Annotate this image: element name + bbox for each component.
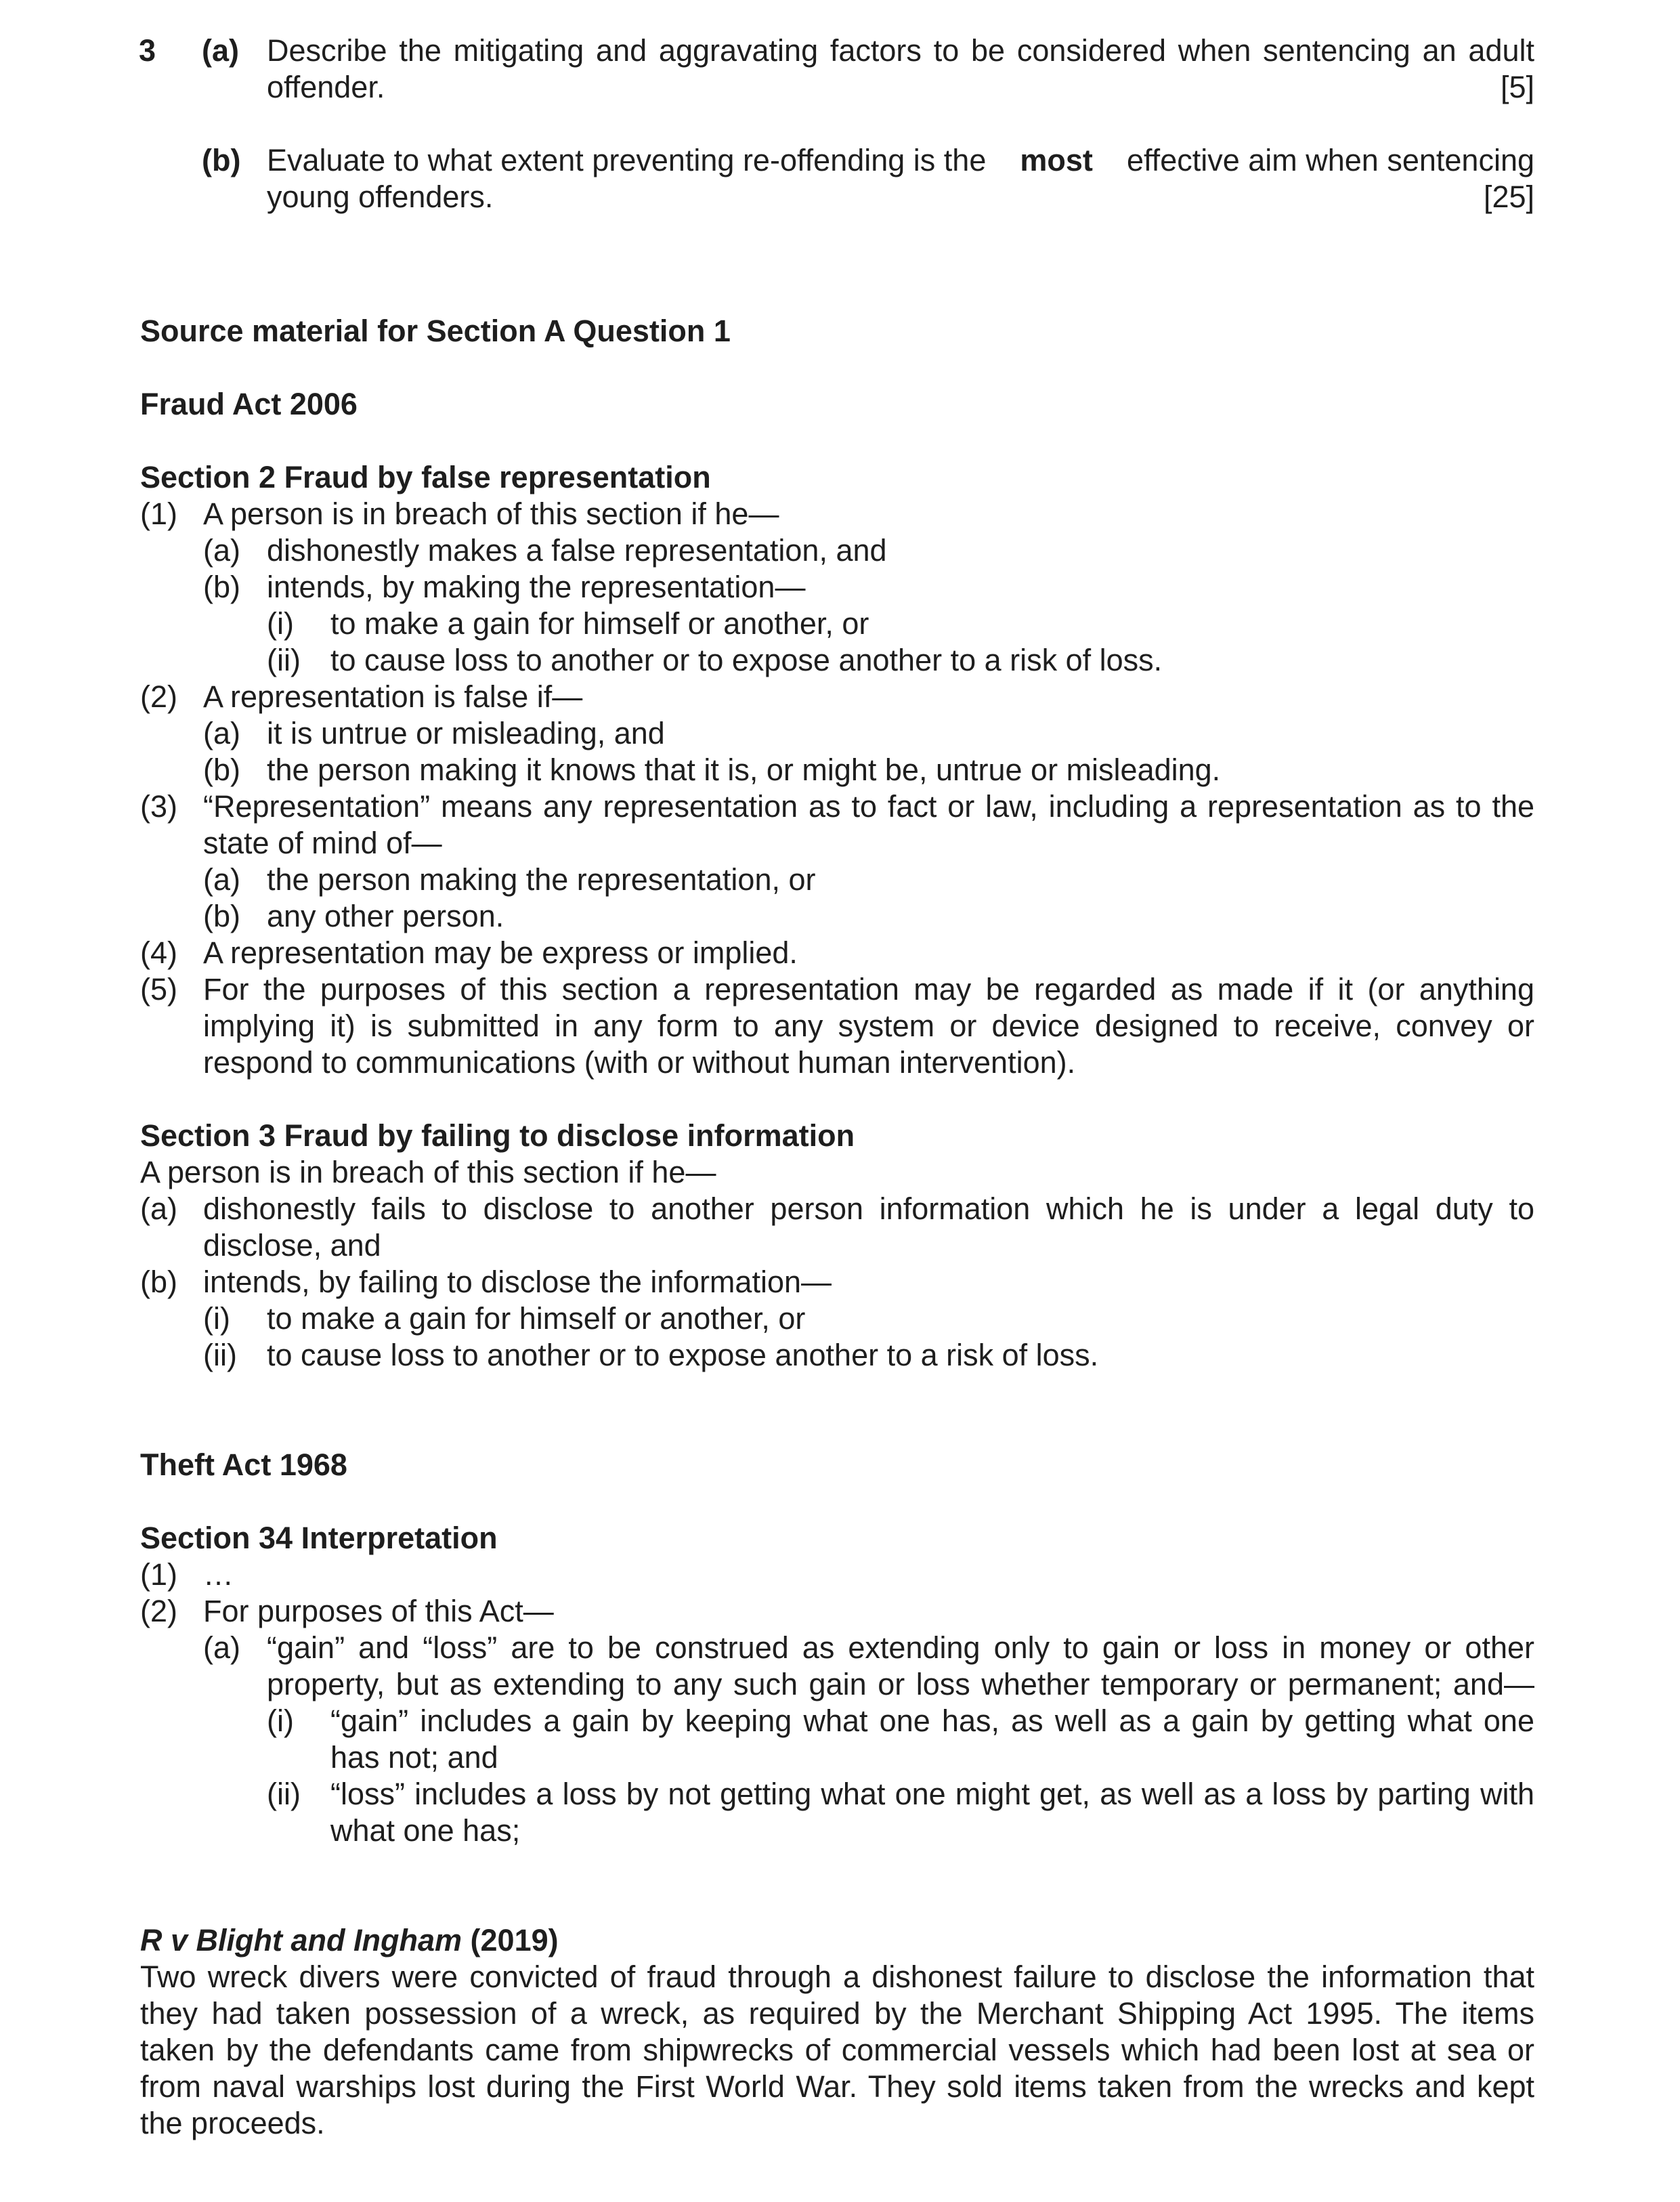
fraud-s2-1a: dishonestly makes a false representation, and bbox=[267, 533, 887, 568]
fraud-s3-a-num: (a) bbox=[140, 1191, 177, 1226]
source-heading: Source material for Section A Question 1 bbox=[140, 314, 731, 348]
part-b-marks: [25] bbox=[1483, 179, 1534, 214]
fraud-s3-b-i-num: (i) bbox=[203, 1301, 230, 1336]
fraud-s2-3b: any other person. bbox=[267, 899, 504, 933]
fraud-s2-3b-num: (b) bbox=[203, 899, 240, 933]
fraud-s2-2b-num: (b) bbox=[203, 753, 240, 787]
fraud-s3-a-cont: disclose, and bbox=[203, 1228, 381, 1263]
part-a-text: Describe the mitigating and aggravating factors to be considered when sentencing an adult bbox=[267, 33, 1534, 68]
fraud-s2-3-cont: state of mind of— bbox=[203, 826, 442, 860]
fraud-s2-1b: intends, by making the representation— bbox=[267, 570, 806, 604]
fraud-s2-1-num: (1) bbox=[140, 496, 177, 531]
fraud-s2-3-num: (3) bbox=[140, 789, 177, 824]
part-b-text-pre: Evaluate to what extent preventing re-offending is the bbox=[267, 143, 987, 177]
fraud-s2-5-cont2: respond to communications (with or without human intervention). bbox=[203, 1045, 1076, 1080]
fraud-s2-5: For the purposes of this section a representation may be regarded as made if it (or anything bbox=[203, 972, 1534, 1007]
theft-act-title: Theft Act 1968 bbox=[140, 1447, 347, 1482]
case-heading bbox=[140, 1922, 559, 1959]
part-b-text-post: effective aim when sentencing bbox=[1126, 143, 1534, 177]
part-b-emphasis: most bbox=[1020, 143, 1093, 177]
case-name: R v Blight and Ingham bbox=[140, 1923, 462, 1957]
case-text-5: the proceeds. bbox=[140, 2106, 325, 2140]
theft-s34-2a: “gain” and “loss” are to be construed as extending only to gain or loss in money or other bbox=[267, 1630, 1534, 1665]
fraud-s3-intro: A person is in breach of this section if he— bbox=[140, 1155, 716, 1189]
fraud-s3-heading: Section 3 Fraud by failing to disclose information bbox=[140, 1118, 855, 1153]
theft-s34-2a-i: “gain” includes a gain by keeping what one has, as well as a gain by getting what one bbox=[330, 1703, 1534, 1738]
theft-s34-2a-cont: property, but as extending to any such gain or loss whether temporary or permanent; and— bbox=[267, 1667, 1534, 1701]
case-text: Two wreck divers were convicted of fraud through a dishonest failure to disclose the information that bbox=[140, 1960, 1534, 1994]
fraud-s2-2b: the person making it knows that it is, or might be, untrue or misleading. bbox=[267, 753, 1221, 787]
fraud-s2-3a-num: (a) bbox=[203, 862, 240, 897]
fraud-act-title: Fraud Act 2006 bbox=[140, 387, 358, 421]
fraud-s2-1b-ii: to cause loss to another or to expose another to a risk of loss. bbox=[330, 643, 1163, 677]
fraud-s3-b-i: to make a gain for himself or another, or bbox=[267, 1301, 806, 1336]
part-a-marks: [5] bbox=[1500, 70, 1534, 104]
fraud-s2-heading: Section 2 Fraud by false representation bbox=[140, 460, 711, 494]
theft-s34-2a-ii-cont: what one has; bbox=[330, 1813, 521, 1848]
part-a-label: (a) bbox=[202, 33, 239, 68]
theft-s34-2: For purposes of this Act— bbox=[203, 1594, 554, 1628]
fraud-s2-5-num: (5) bbox=[140, 972, 177, 1007]
fraud-s3-b-num: (b) bbox=[140, 1265, 177, 1299]
theft-s34-2a-i-cont: has not; and bbox=[330, 1740, 498, 1775]
question-number: 3 bbox=[139, 33, 156, 68]
fraud-s2-5-cont: implying it) is submitted in any form to any system or device designed to receive, convey or bbox=[203, 1009, 1534, 1043]
fraud-s3-b: intends, by failing to disclose the information— bbox=[203, 1265, 832, 1299]
case-year: (2019) bbox=[470, 1923, 559, 1957]
fraud-s2-2a: it is untrue or misleading, and bbox=[267, 716, 665, 750]
fraud-s2-3: “Representation” means any representation as to fact or law, including a representation as to the bbox=[203, 789, 1534, 824]
fraud-s2-1: A person is in breach of this section if he— bbox=[203, 496, 779, 531]
theft-s34-2a-num: (a) bbox=[203, 1630, 240, 1665]
fraud-s2-1b-ii-num: (ii) bbox=[267, 643, 301, 677]
part-b-label: (b) bbox=[202, 143, 241, 177]
fraud-s2-1a-num: (a) bbox=[203, 533, 240, 568]
fraud-s2-4-num: (4) bbox=[140, 935, 177, 970]
case-text-3: taken by the defendants came from shipwrecks of commercial vessels which had been lost at sea or bbox=[140, 2033, 1534, 2067]
fraud-s2-4: A representation may be express or implied. bbox=[203, 935, 798, 970]
fraud-s3-b-ii-num: (ii) bbox=[203, 1338, 237, 1372]
case-text-2: they had taken possession of a wreck, as required by the Merchant Shipping Act 1995. The items bbox=[140, 1996, 1534, 2031]
part-a-text-cont: offender. bbox=[267, 70, 385, 104]
part-b-text bbox=[267, 142, 1534, 179]
fraud-s2-1b-i-num: (i) bbox=[267, 606, 294, 641]
fraud-s3-b-ii: to cause loss to another or to expose another to a risk of loss. bbox=[267, 1338, 1099, 1372]
fraud-s2-2-num: (2) bbox=[140, 679, 177, 714]
theft-s34-2a-ii: “loss” includes a loss by not getting what one might get, as well as a loss by parting with bbox=[330, 1777, 1534, 1811]
fraud-s2-1b-i: to make a gain for himself or another, or bbox=[330, 606, 869, 641]
case-text-4: from naval warships lost during the First World War. They sold items taken from the wrecks and kept bbox=[140, 2069, 1534, 2104]
fraud-s2-2: A representation is false if— bbox=[203, 679, 583, 714]
theft-s34-1: … bbox=[203, 1557, 234, 1592]
fraud-s2-1b-num: (b) bbox=[203, 570, 240, 604]
fraud-s2-3a: the person making the representation, or bbox=[267, 862, 816, 897]
theft-s34-2a-ii-num: (ii) bbox=[267, 1777, 301, 1811]
theft-s34-heading: Section 34 Interpretation bbox=[140, 1521, 498, 1555]
theft-s34-1-num: (1) bbox=[140, 1557, 177, 1592]
part-b-text-cont: young offenders. bbox=[267, 179, 494, 214]
theft-s34-2a-i-num: (i) bbox=[267, 1703, 294, 1738]
fraud-s2-2a-num: (a) bbox=[203, 716, 240, 750]
theft-s34-2-num: (2) bbox=[140, 1594, 177, 1628]
fraud-s3-a: dishonestly fails to disclose to another person information which he is under a legal duty to bbox=[203, 1191, 1534, 1226]
